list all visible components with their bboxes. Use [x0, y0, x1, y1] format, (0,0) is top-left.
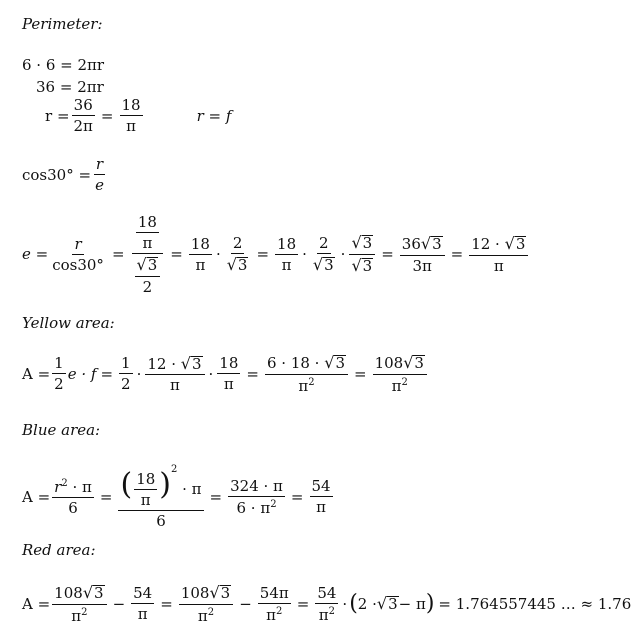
fraction: $\frac{r}{e}$: [95, 155, 104, 194]
cos-line: cos30° = $\frac{r}{e}$: [22, 155, 104, 194]
blue-line: A = $\frac{r^2 \cdot \pi}{6}$ = ( $\frac{18}{\pi}$ )$^2$ · π 6 = $\frac{324 \cdot \pi}{6 \cdot \pi^2}$ = $\frac{54}{\pi}$: [22, 464, 331, 530]
eq-text: 36 = 2πr: [36, 78, 104, 96]
fraction: $\frac{18}{\pi}$: [121, 96, 141, 135]
fraction: $\frac{r}{\cos 30^\circ}$: [52, 234, 104, 274]
e-line: e = $\frac{r}{\cos 30^\circ}$ = $\frac{18}{\pi}$ √ 3 2 = $\frac{18}{\pi}$ · 2 √ 3 = $\frac{18}{\pi}$ · 2 √ 3 · √ 3 √ 3 = 36 √ 3 3π = 12 · √ 3 π: [22, 215, 530, 295]
heading-yellow-area: Yellow area:: [22, 314, 115, 332]
heading-red-area: Red area:: [22, 541, 96, 559]
perimeter-line-3: r = $\frac{36}{2\pi}$ = $\frac{18}{\pi}$ r = f: [45, 96, 232, 135]
eq-text: r =: [45, 106, 70, 125]
eq-text: 6 · 6 = 2πr: [22, 56, 105, 74]
perimeter-line-2: [36, 80, 104, 95]
yellow-line: A = $\frac{1}{2}$ e · f = $\frac{1}{2}$ · 12 · √ 3 π · $\frac{18}{\pi}$ = 6 · 18 · √ 3 $\pi^2$ = 108 √ 3 $\pi^2$: [22, 355, 429, 394]
heading-blue-area: Blue area:: [22, 421, 101, 439]
eq-text: r = f: [196, 106, 232, 125]
fraction: $\frac{36}{2\pi}$: [73, 96, 93, 135]
final-result: = 1.764557445 … ≈ 1.76: [438, 594, 632, 613]
heading-perimeter: Perimeter:: [22, 15, 103, 33]
compound-fraction: $\frac{18}{\pi}$ √ 3 2: [131, 215, 165, 295]
perimeter-line-1: [22, 58, 104, 73]
red-line: A = 108 √ 3 $\pi^2$ − $\frac{54}{\pi}$ = 108 √ 3 $\pi^2$ − $\frac{54\pi}{\pi^2}$ = $\frac{54}{\pi^2}$ · ( 2 · √ 3 − π ) = 1.764557445 … ≈ 1.76: [22, 583, 632, 625]
